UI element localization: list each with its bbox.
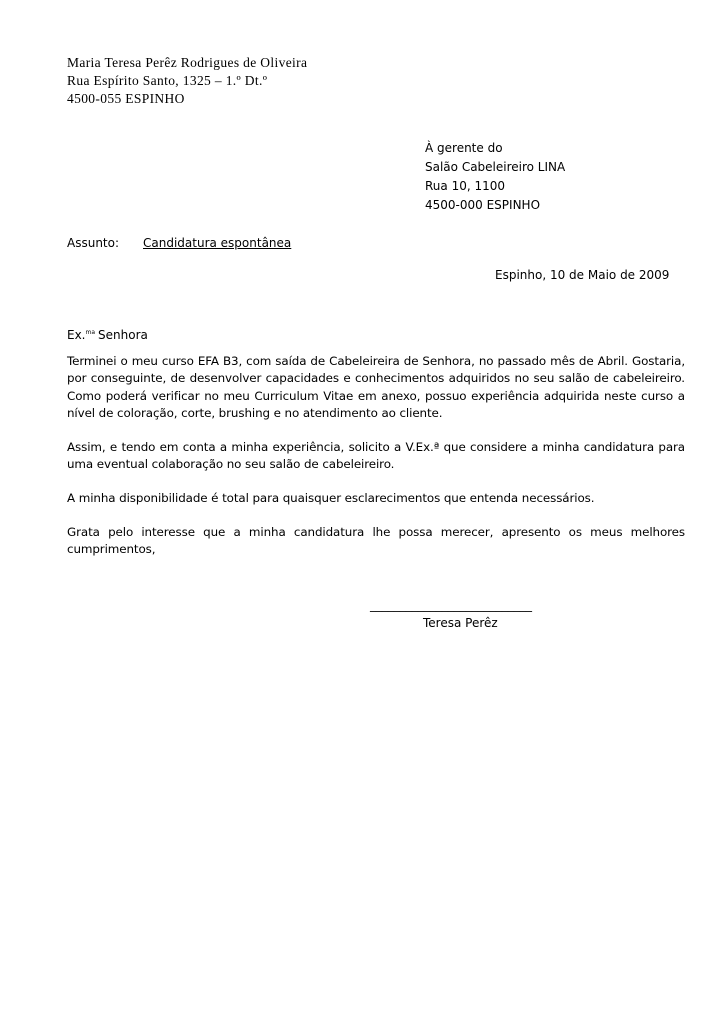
recipient-line: À gerente do	[425, 141, 503, 155]
letter-body	[67, 353, 685, 575]
signature-line: ___________________________	[370, 598, 532, 612]
signature-name: Teresa Perêz	[423, 616, 498, 630]
subject-line	[67, 234, 291, 252]
letter-date: Espinho, 10 de Maio de 2009	[495, 268, 670, 282]
recipient-line: 4500-000 ESPINHO	[425, 198, 541, 212]
salutation	[67, 324, 148, 344]
sender-postal: 4500-055 ESPINHO	[67, 91, 185, 106]
recipient-block	[425, 139, 565, 215]
body-paragraph: Assim, e tendo em conta a minha experiência, solicito a V.Ex.ª que considere a minha candidatura para uma eventual colaboração no seu salão de cabeleireiro.	[67, 439, 685, 471]
sender-address: Rua Espírito Santo, 1325 – 1.º Dt.º	[67, 73, 268, 88]
salutation-prefix: Ex.	[67, 328, 86, 342]
body-paragraph: A minha disponibilidade é total para quaisquer esclarecimentos que entenda necessários.	[67, 490, 595, 505]
subject-value: Candidatura espontânea	[143, 236, 292, 250]
recipient-line: Salão Cabeleireiro LINA	[425, 160, 566, 174]
body-paragraph: Grata pelo interesse que a minha candidatura lhe possa merecer, apresento os meus melhores cumprimentos,	[67, 524, 685, 556]
sender-block	[67, 54, 307, 108]
sender-name: Maria Teresa Perêz Rodrigues de Oliveira	[67, 55, 308, 70]
salutation-word: Senhora	[98, 328, 148, 342]
body-paragraph: Terminei o meu curso EFA B3, com saída de Cabeleireira de Senhora, no passado mês de Abril. Gostaria, por conseguinte, de desenvolver capacidades e conhecimentos adquiridos no seu salão de cabeleireiro. Como poderá verificar no meu Curriculum Vitae em anexo, possuo experiência adquirida neste curso a nível de coloração, corte, brushing e no atendimento ao cliente.	[67, 354, 685, 420]
subject-label: Assunto:	[67, 236, 120, 250]
salutation-superscript: ma	[85, 329, 96, 336]
recipient-line: Rua 10, 1100	[425, 179, 506, 193]
